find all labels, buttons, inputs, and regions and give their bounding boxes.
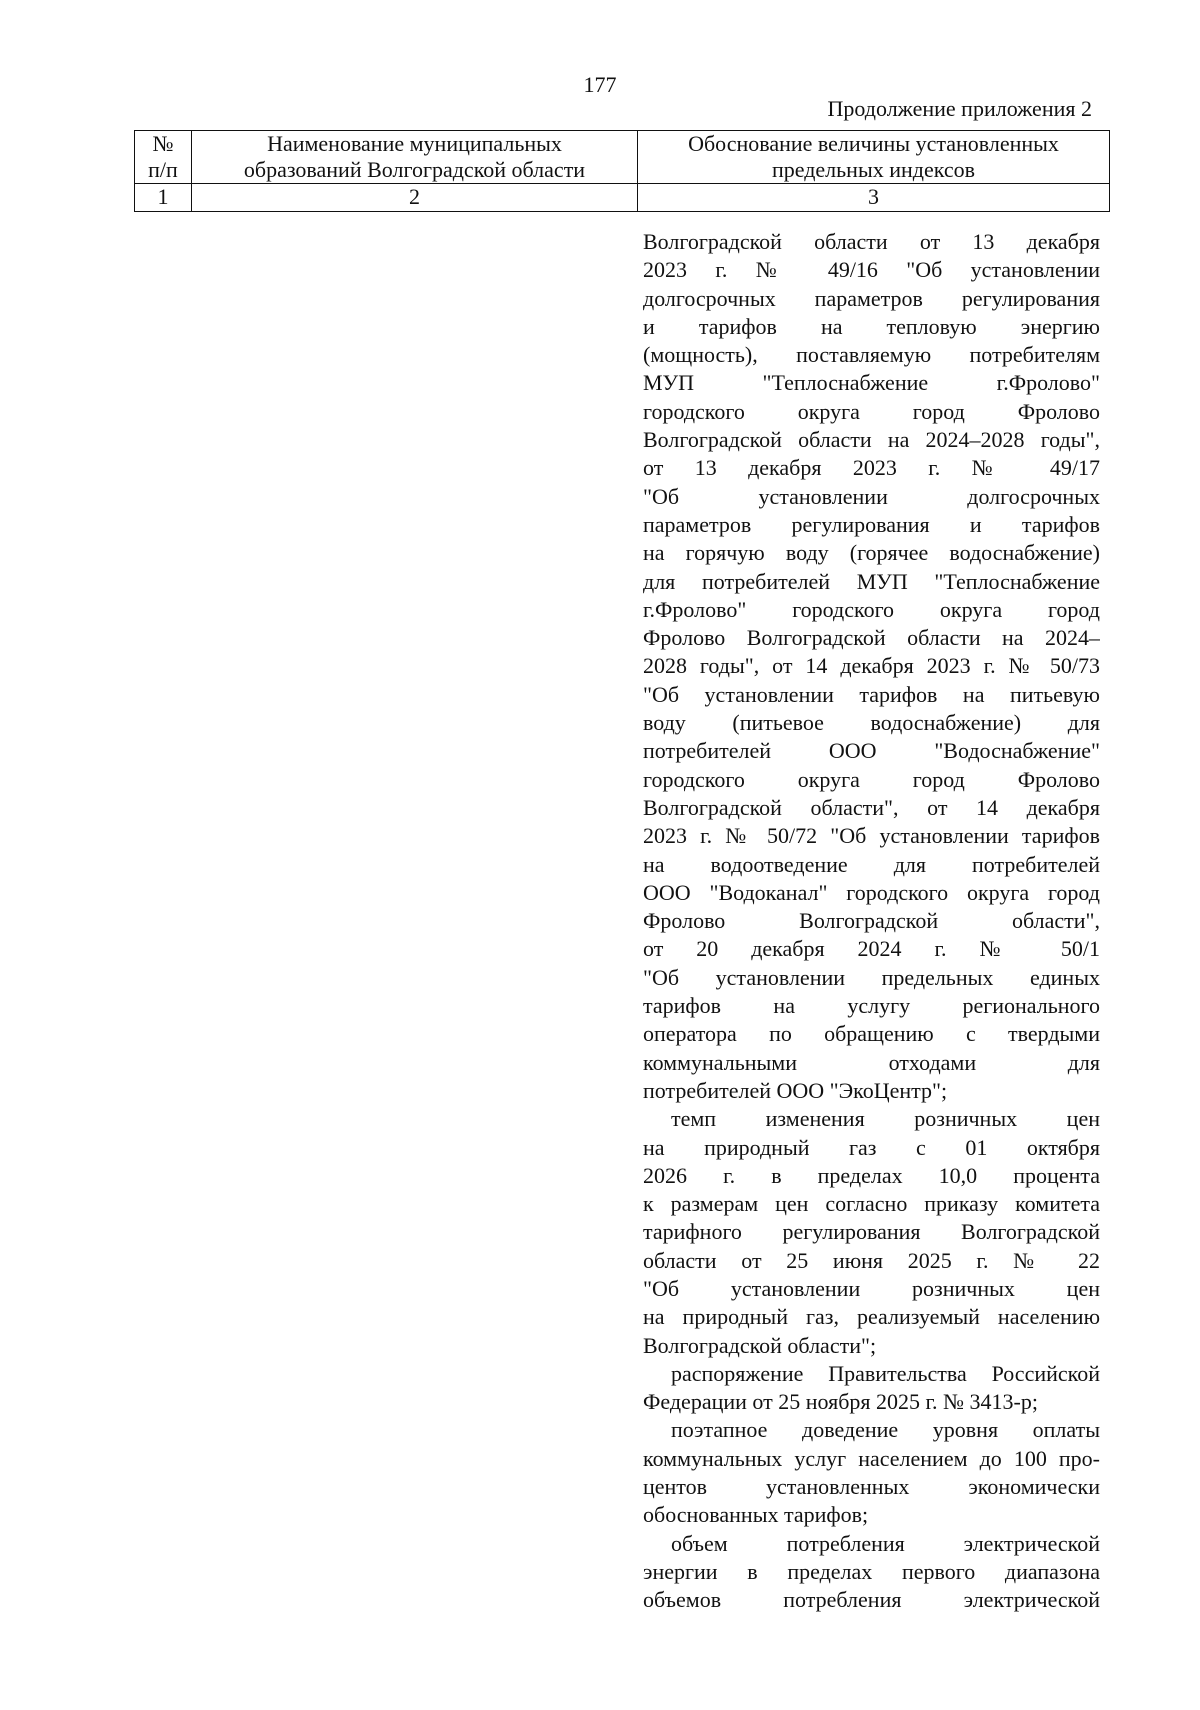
text-line: г.Фролово" городского округа город bbox=[643, 596, 1100, 622]
text-line: обоснованных тарифов; bbox=[643, 1502, 869, 1528]
text-line: Волгоградской области от 13 декабря bbox=[643, 229, 1100, 254]
text-line: энергии в пределах первого диапазона bbox=[643, 1558, 1100, 1584]
text-line: области от 25 июня 2025 г. № 22 bbox=[643, 1247, 1100, 1273]
text-line: коммунальных услуг населением до 100 про- bbox=[643, 1445, 1100, 1471]
text-line: параметров регулирования и тарифов bbox=[643, 511, 1100, 537]
text-line: Фролово Волгоградской области на 2024– bbox=[643, 625, 1100, 651]
header-number bbox=[135, 131, 192, 184]
text-line: потребителей ООО "ЭкоЦентр"; bbox=[643, 1077, 948, 1103]
text-line: МУП "Теплоснабжение г.Фролово" bbox=[643, 370, 1100, 396]
text-line: "Об установлении долгосрочных bbox=[643, 483, 1100, 509]
text-line: от 20 декабря 2024 г. № 50/1 bbox=[643, 936, 1100, 962]
text-line: на природный газ, реализуемый населению bbox=[643, 1304, 1100, 1330]
header-justification-line-1: Обоснование величины установленных bbox=[688, 131, 1059, 156]
text-line: воду (питьевое водоснабжение) для bbox=[643, 710, 1100, 736]
text-line: долгосрочных параметров регулирования bbox=[643, 285, 1100, 311]
header-municipality-line-2: образований Волгоградской области bbox=[243, 157, 586, 182]
text-line: объемов потребления электрической bbox=[643, 1587, 1100, 1613]
justification-text bbox=[643, 228, 1100, 1615]
text-line: 2023 г. № 50/72 "Об установлении тарифов bbox=[643, 823, 1100, 849]
column-index-row bbox=[135, 184, 1110, 212]
text-line: тарифного регулирования Волгоградской bbox=[643, 1219, 1100, 1245]
page-number: 177 bbox=[583, 72, 617, 97]
text-line: распоряжение Правительства Российской bbox=[671, 1360, 1100, 1386]
text-line: "Об установлении тарифов на питьевую bbox=[643, 681, 1100, 707]
header-municipality bbox=[192, 131, 638, 184]
text-line: коммунальными отходами для bbox=[643, 1049, 1100, 1075]
text-line: поэтапное доведение уровня оплаты bbox=[671, 1417, 1100, 1443]
text-line: городского округа город Фролово bbox=[643, 766, 1100, 792]
column-index-2: 2 bbox=[192, 184, 638, 212]
text-line: оператора по обращению с твердыми bbox=[643, 1021, 1100, 1047]
text-line: Волгоградской области на 2024–2028 годы", bbox=[643, 427, 1100, 453]
text-line: на природный газ с 01 октября bbox=[643, 1134, 1100, 1160]
text-line: для потребителей МУП "Теплоснабжение bbox=[643, 568, 1100, 594]
header-number-line-1: № bbox=[152, 131, 174, 156]
text-line: на горячую воду (горячее водоснабжение) bbox=[643, 540, 1100, 566]
appendix-continuation-note: Продолжение приложения 2 bbox=[827, 96, 1092, 121]
text-line: Фролово Волгоградской области", bbox=[643, 908, 1100, 934]
text-line: от 13 декабря 2023 г. № 49/17 bbox=[643, 455, 1100, 481]
text-line: 2028 годы", от 14 декабря 2023 г. № 50/73 bbox=[643, 653, 1100, 679]
text-line: и тарифов на тепловую энергию bbox=[643, 313, 1100, 339]
text-line: 2026 г. в пределах 10,0 процента bbox=[643, 1162, 1100, 1188]
text-line: 2023 г. № 49/16 "Об установлении bbox=[643, 257, 1100, 283]
header-number-line-2: п/п bbox=[148, 157, 178, 182]
column-index-1: 1 bbox=[135, 184, 192, 212]
text-line: потребителей ООО "Водоснабжение" bbox=[643, 738, 1100, 764]
text-line: Волгоградской области", от 14 декабря bbox=[643, 794, 1100, 820]
text-line: ООО "Водоканал" городского округа город bbox=[643, 879, 1100, 905]
text-line: "Об установлении розничных цен bbox=[643, 1275, 1100, 1301]
text-line: тарифов на услугу регионального bbox=[643, 993, 1100, 1019]
header-justification bbox=[638, 131, 1110, 184]
text-line: на водоотведение для потребителей bbox=[643, 851, 1100, 877]
header-justification-line-2: предельных индексов bbox=[771, 157, 976, 182]
text-line: к размерам цен согласно приказу комитета bbox=[643, 1191, 1100, 1217]
text-line: городского округа город Фролово bbox=[643, 398, 1100, 424]
header-municipality-line-1: Наименование муниципальных bbox=[267, 131, 562, 156]
text-line: (мощность), поставляемую потребителям bbox=[643, 342, 1100, 368]
text-line: Федерации от 25 ноября 2025 г. № 3413-р; bbox=[643, 1389, 1038, 1415]
text-line: Волгоградской области"; bbox=[643, 1332, 877, 1358]
table-header-row bbox=[135, 131, 1110, 184]
text-line: "Об установлении предельных единых bbox=[643, 964, 1100, 990]
column-index-3: 3 bbox=[638, 184, 1110, 212]
text-line: объем потребления электрической bbox=[671, 1530, 1100, 1556]
appendix-table bbox=[134, 130, 1110, 212]
text-line: центов установленных экономически bbox=[643, 1474, 1100, 1500]
text-line: темп изменения розничных цен bbox=[671, 1106, 1100, 1132]
